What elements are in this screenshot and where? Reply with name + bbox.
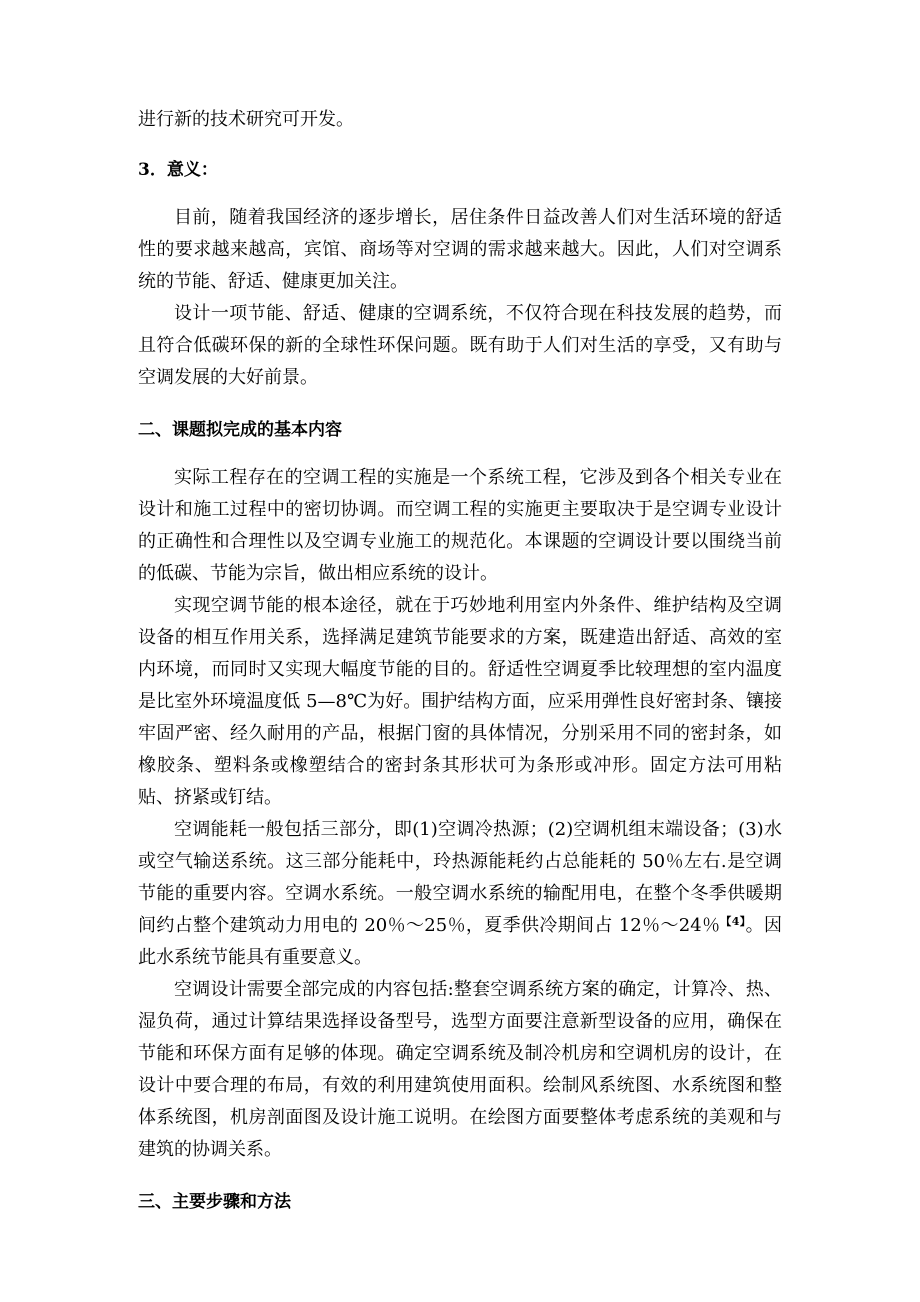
- section-two-paragraph-3: [138, 814, 782, 974]
- section-two-paragraph-4: 空调设计需要全部完成的内容包括:整套空调系统方案的确定，计算冷、热、湿负荷，通过计算结果选择设备型号，选型方面要注意新型设备的应用，确保在节能和环保方面有足够的体现。确定空调系统及制冷机房和空调机房的设计，在设计中要合理的布局，有效的利用建筑使用面积。绘制风系统图、水系统图和整体系统图，机房剖面图及设计施工说明。在绘图方面要整体考虑系统的美观和与建筑的协调关系。: [138, 979, 782, 1160]
- section-3-paragraph-2: 设计一项节能、舒适、健康的空调系统，不仅符合现在科技发展的趋势，而且符合低碳环保的新的全球性环保问题。既有助于人们对生活的享受，又有助与空调发展的大好前景。: [138, 303, 782, 388]
- section-two-paragraph-2: 实现空调节能的根本途径，就在于巧妙地利用室内外条件、维护结构及空调设备的相互作用关系，选择满足建筑节能要求的方案，既建造出舒适、高效的室内环境，而同时又实现大幅度节能的目的。舒适性空调夏季比较理想的室内温度是比室外环境温度低 5—8℃为好。围护结构方面，应采用弹性良好密封条、镶接牢固严密、经久耐用的产品，根据门窗的具体情况，分别采用不同的密封条，如橡胶条、塑料条或橡塑结合的密封条其形状可为条形或冲形。固定方法可用粘贴、挤紧或钉结。: [138, 595, 782, 808]
- section-three-heading: 三、主要步骤和方法: [138, 1192, 291, 1212]
- reference-marker: 【4】: [720, 915, 746, 928]
- section-two-heading: 二、课题拟完成的基本内容: [138, 420, 342, 440]
- section-3-paragraph-1: 目前，随着我国经济的逐步增长，居住条件日益改善人们对生活环境的舒适性的要求越来越高，宾馆、商场等对空调的需求越来越大。因此，人们对空调系统的节能、舒适、健康更加关注。: [138, 207, 782, 292]
- document-page: [138, 104, 782, 1234]
- section-two-paragraph-1: 实际工程存在的空调工程的实施是一个系统工程，它涉及到各个相关专业在设计和施工过程中的密切协调。而空调工程的实施更主要取决于是空调专业设计的正确性和合理性以及空调专业施工的规范化。本课题的空调设计要以围绕当前的低碳、节能为宗旨，做出相应系统的设计。: [138, 467, 782, 584]
- paragraph-3-main-text: 空调能耗一般包括三部分，即(1)空调冷热源；(2)空调机组末端设备；(3)水或空气输送系统。这三部分能耗中，玲热源能耗约占总能耗的 50％左右.是空调节能的重要内容。空调水系统。一般空调水系统的输配用电，在整个冬季供暖期间约占整个建筑动力用电的 20％～25％，夏季供冷期间占 12％～24％: [138, 819, 782, 936]
- section-3-heading: 3．意义：: [138, 160, 218, 180]
- continuation-text: 进行新的技术研究可开发。: [138, 109, 354, 130]
- paragraph-3-tail-text: 。因此水系统节能具有重要意义。: [138, 915, 782, 968]
